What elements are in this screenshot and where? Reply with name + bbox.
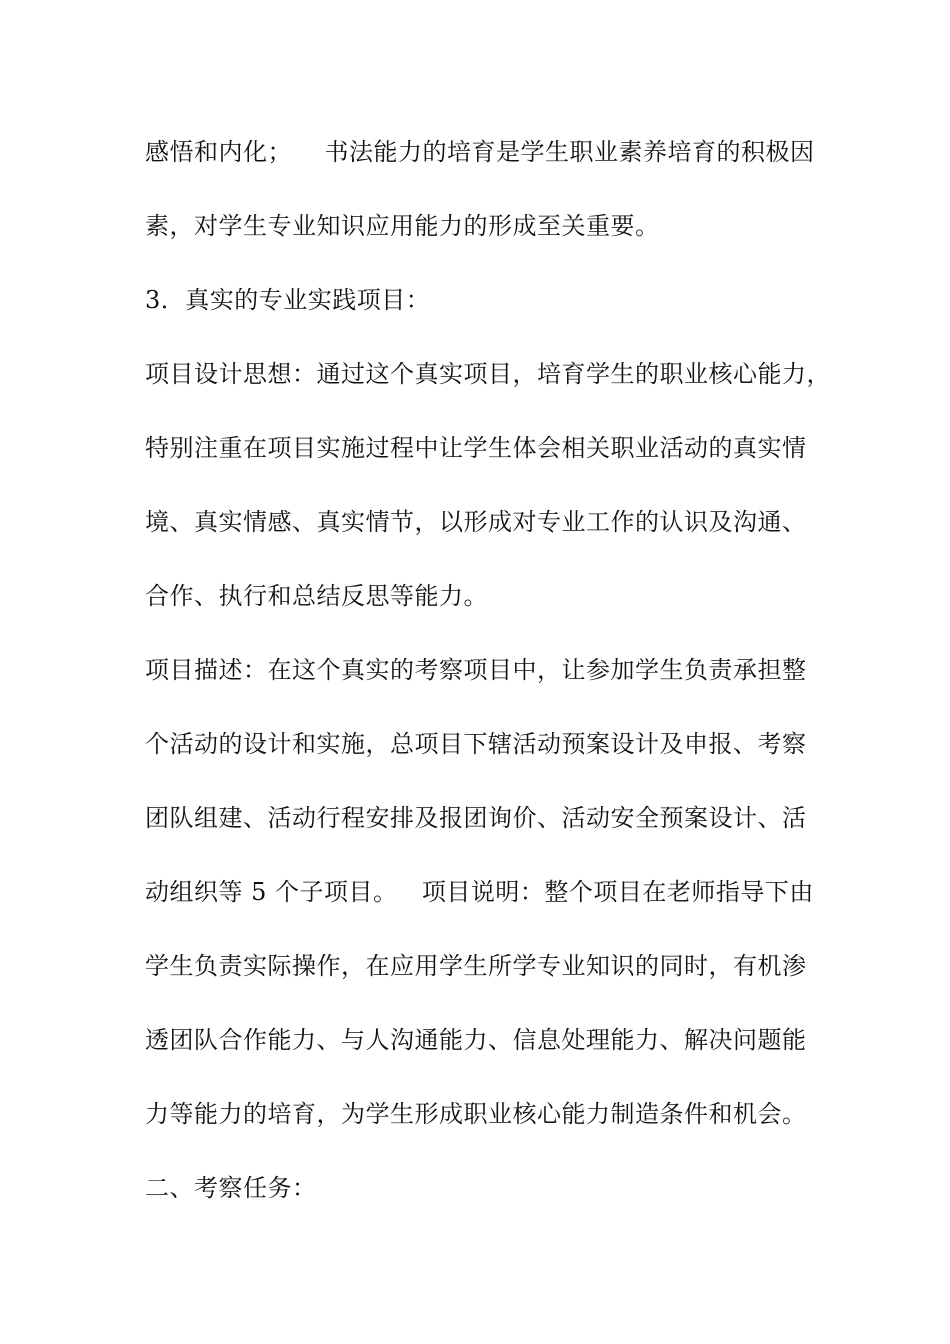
text-line-8: 项目描述：在这个真实的考察项目中，让参加学生负责承担整 [145,656,807,684]
text-line-6: 境、真实情感、真实情节，以形成对专业工作的认识及沟通、 [145,508,807,536]
text-line-14: 力等能力的培育，为学生形成职业核心能力制造条件和机会。 [145,1100,807,1128]
text-line-10: 团队组建、活动行程安排及报团询价、活动安全预案设计、活 [145,804,807,832]
text-line-11: 动组织等 5 个子项目。 项目说明：整个项目在老师指导下由 [145,878,814,906]
text-line-7: 合作、执行和总结反思等能力。 [145,582,488,610]
text-line-12: 学生负责实际操作，在应用学生所学专业知识的同时，有机渗 [145,952,807,980]
text-line-4: 项目设计思想：通过这个真实项目，培育学生的职业核心能力， [145,360,831,388]
section-heading-tasks: 二、考察任务： [145,1174,317,1202]
text-line-13: 透团队合作能力、与人沟通能力、信息处理能力、解决问题能 [145,1026,807,1054]
text-line-1: 感悟和内化； 书法能力的培育是学生职业素养培育的积极因 [145,138,815,166]
text-line-2: 素，对学生专业知识应用能力的形成至关重要。 [145,212,660,240]
text-line-5: 特别注重在项目实施过程中让学生体会相关职业活动的真实情 [145,434,807,462]
section-heading-3: 3．真实的专业实践项目： [145,286,431,314]
text-line-9: 个活动的设计和实施，总项目下辖活动预案设计及申报、考察 [145,730,807,758]
